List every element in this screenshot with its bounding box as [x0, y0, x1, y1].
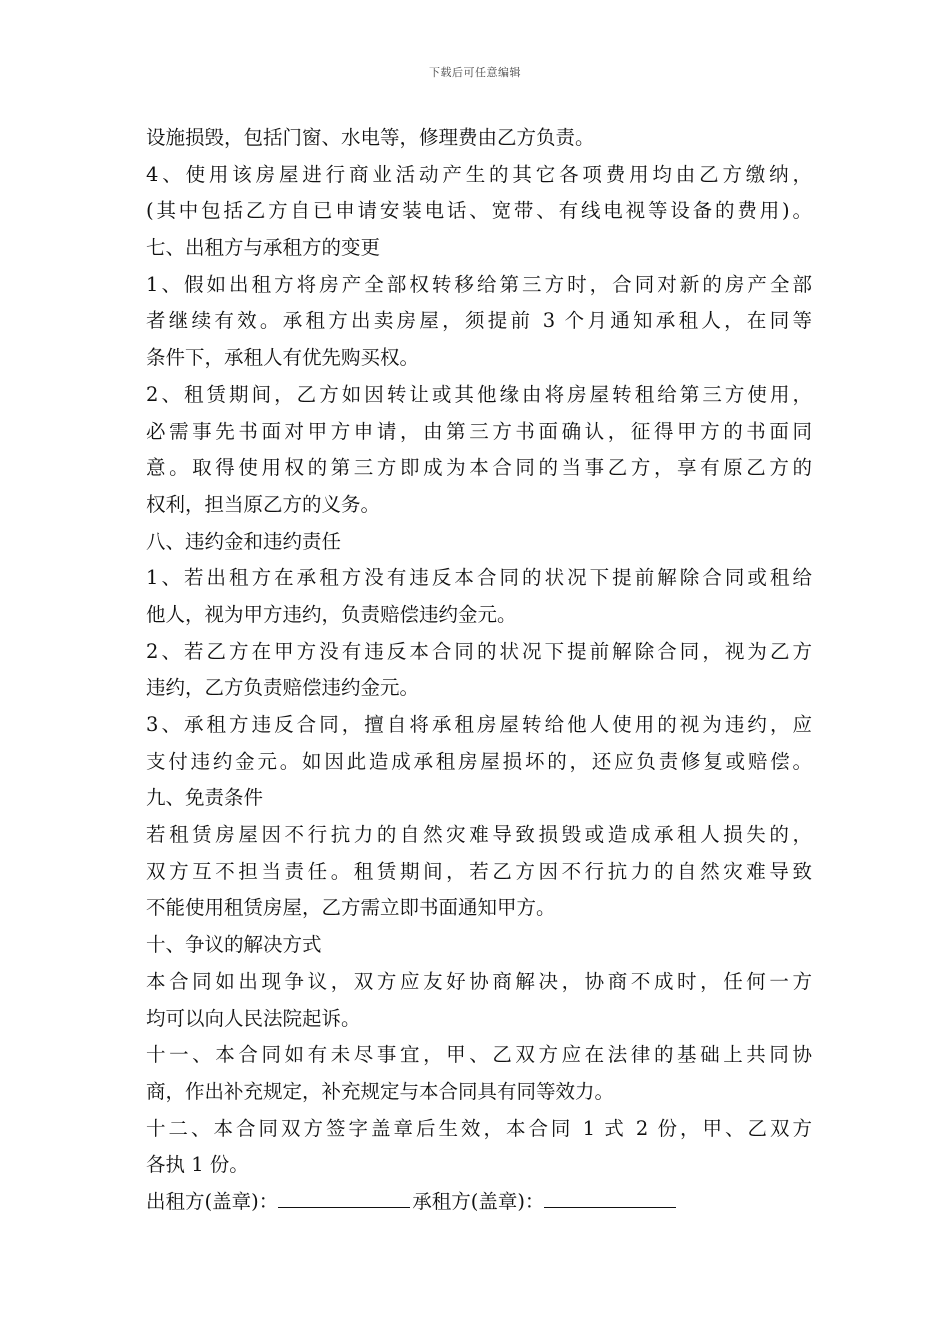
- page-header: 下载后可任意编辑: [429, 66, 521, 79]
- section-heading: 八、违约金和违约责任: [146, 529, 342, 553]
- section-heading: 九、免责条件: [146, 786, 264, 810]
- text-line: 各执 1 份。: [146, 1153, 249, 1177]
- text-line: 者继续有效。承租方出卖房屋，须提前 3 个月通知承租人，在同等: [146, 309, 812, 333]
- text-line: 2、租赁期间，乙方如因转让或其他缘由将房屋转租给第三方使用，: [146, 382, 812, 406]
- section-heading: 七、出租方与承租方的变更: [146, 236, 381, 260]
- text-line: 商，作出补充规定，补充规定与本合同具有同等效力。: [146, 1079, 615, 1103]
- text-line: 条件下，承租人有优先购买权。: [146, 346, 420, 370]
- text-line: 设施损毁，包括门窗、水电等，修理费由乙方负责。: [146, 126, 595, 149]
- lessor-seal-blank: [278, 1189, 410, 1208]
- text-line: 他人，视为甲方违约，负责赔偿违约金元。: [146, 602, 517, 626]
- lessee-seal-label: 承租方(盖章)：: [412, 1189, 545, 1213]
- lessor-seal-label: 出租方(盖章)：: [146, 1189, 279, 1213]
- lessee-seal-blank: [544, 1189, 676, 1208]
- text-line: (其中包括乙方自已申请安装电话、宽带、有线电视等设备的费用)。: [146, 199, 812, 223]
- text-line: 违约，乙方负责赔偿违约金元。: [146, 676, 420, 700]
- text-line: 1、若出租方在承租方没有违反本合同的状况下提前解除合同或租给: [146, 566, 812, 590]
- text-line: 支付违约金元。如因此造成承租房屋损坏的，还应负责修复或赔偿。: [146, 749, 812, 773]
- text-line: 1、假如出租方将房产全部权转移给第三方时，合同对新的房产全部: [146, 272, 812, 296]
- text-line: 不能使用租赁房屋，乙方需立即书面通知甲方。: [146, 896, 556, 920]
- text-line: 意。取得使用权的第三方即成为本合同的当事乙方，享有原乙方的: [146, 456, 812, 480]
- contract-body: [146, 120, 812, 1221]
- signature-row: [146, 1184, 812, 1221]
- text-line: 2、若乙方在甲方没有违反本合同的状况下提前解除合同，视为乙方: [146, 639, 812, 663]
- text-line: 十二、本合同双方签字盖章后生效，本合同 1 式 2 份，甲、乙双方: [146, 1116, 812, 1140]
- text-line: 必需事先书面对甲方申请，由第三方书面确认，征得甲方的书面同: [146, 419, 812, 443]
- text-line: 十一、本合同如有未尽事宜，甲、乙双方应在法律的基础上共同协: [146, 1043, 812, 1067]
- section-heading: 十、争议的解决方式: [146, 933, 322, 957]
- text-line: 3、承租方违反合同，擅自将承租房屋转给他人使用的视为违约，应: [146, 713, 812, 736]
- text-line: 4、使用该房屋进行商业活动产生的其它各项费用均由乙方缴纳，: [146, 162, 812, 186]
- text-line: 本合同如出现争议，双方应友好协商解决，协商不成时，任何一方: [146, 969, 812, 993]
- text-line: 双方互不担当责任。租赁期间，若乙方因不行抗力的自然灾难导致: [146, 859, 812, 883]
- text-line: 均可以向人民法院起诉。: [146, 1006, 361, 1030]
- text-line: 权利，担当原乙方的义务。: [146, 492, 381, 516]
- text-line: 若租赁房屋因不行抗力的自然灾难导致损毁或造成承租人损失的，: [146, 823, 812, 847]
